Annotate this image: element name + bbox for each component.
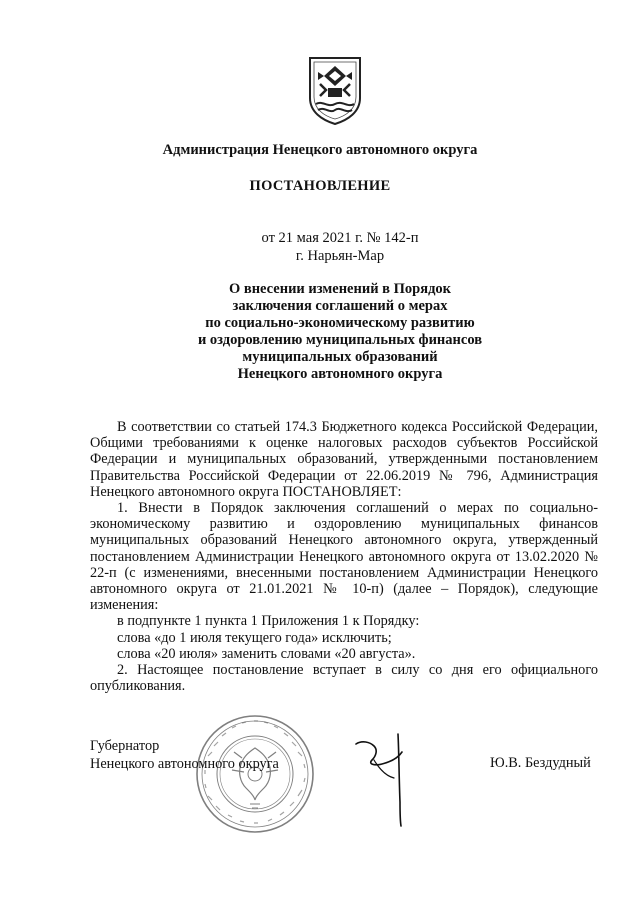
handwritten-signature	[352, 730, 432, 830]
title-line: муниципальных образований	[242, 349, 438, 365]
title-line: по социально-экономическому развитию	[205, 315, 475, 331]
document-body	[90, 419, 598, 694]
body-paragraph: 2. Настоящее постановление вступает в силу со дня его официального опубликования.	[90, 662, 598, 695]
document-type: ПОСТАНОВЛЕНИЕ	[249, 178, 391, 194]
body-paragraph: 1. Внести в Порядок заключения соглашений о мерах по социально-экономическому развитию и оздоровлению муниципальных финансов муниципальных образований Ненецкого автономного округа, утвержденный постановлением Администрации Ненецкого автономного округа от 13.02.2020 № 22-п (с изменениями, внесенными постановлением Администрации Ненецкого автономного округа от 21.01.2021 № 10-п) (далее – Порядок), следующие изменения:	[90, 500, 598, 614]
title-line: О внесении изменений в Порядок	[228, 281, 452, 297]
title-line: заключения соглашений о мерах	[232, 298, 448, 314]
body-paragraph: слова «20 июля» заменить словами «20 августа».	[117, 645, 416, 662]
document-date-number: от 21 мая 2021 г. № 142-п	[261, 230, 419, 246]
official-seal-stamp	[194, 712, 316, 836]
signatory-name: Ю.В. Бездудный	[490, 755, 591, 771]
body-paragraph: слова «до 1 июля текущего года» исключить;	[117, 629, 392, 646]
signatory-position-line: Ненецкого автономного округа	[90, 756, 279, 772]
signatory-position	[90, 737, 279, 773]
document-title	[0, 281, 640, 383]
organization-name: Администрация Ненецкого автономного округа	[162, 142, 478, 158]
signatory-position-line: Губернатор	[90, 738, 160, 754]
body-paragraph: в подпункте 1 пункта 1 Приложения 1 к Порядку:	[117, 613, 420, 630]
body-paragraph: В соответствии со статьей 174.3 Бюджетного кодекса Российской Федерации, Общими требованиями к оценке налоговых расходов субъектов Российской Федерации и муниципальных образований, утвержденными постановлением Правительства Российской Федерации от 22.06.2019 № 796, Администрация Ненецкого автономного округа ПОСТАНОВЛЯЕТ:	[90, 419, 598, 500]
document-place: г. Нарьян-Мар	[295, 248, 385, 264]
title-line: Ненецкого автономного округа	[237, 366, 443, 382]
title-line: и оздоровлению муниципальных финансов	[197, 332, 483, 348]
coat-of-arms-emblem	[306, 54, 364, 126]
